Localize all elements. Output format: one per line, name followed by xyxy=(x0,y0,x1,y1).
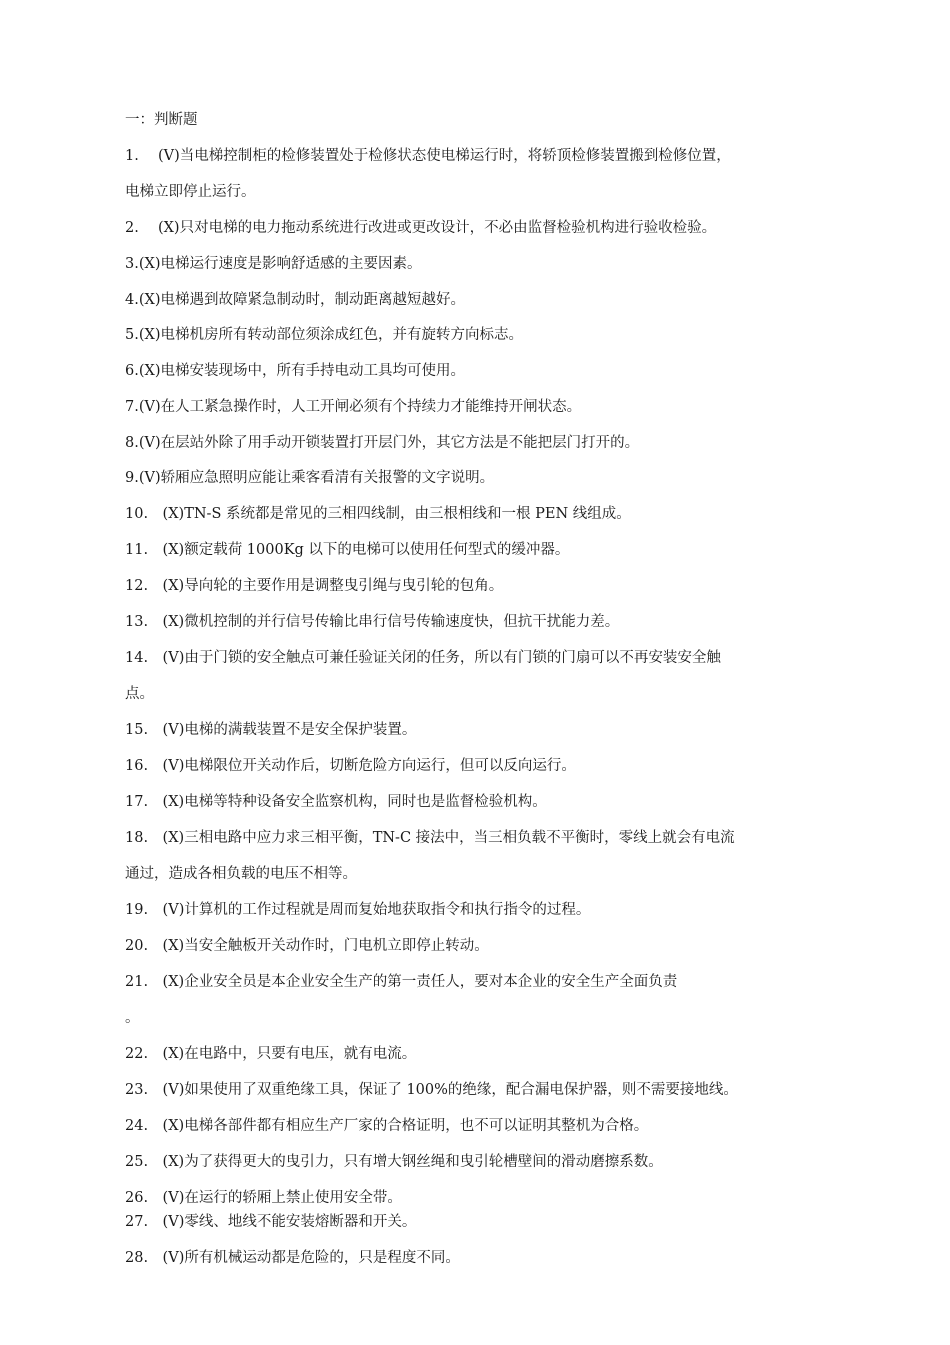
question-line: 24. (X)电梯各部件都有相应生产厂家的合格证明，也不可以证明其整机为合格。 xyxy=(125,1118,649,1134)
question-line: 10. (X)TN-S 系统都是常见的三相四线制，由三根相线和一根 PEN 线组成。 xyxy=(125,506,631,522)
question-line: 电梯立即停止运行。 xyxy=(125,184,256,200)
question-line: 。 xyxy=(125,1010,140,1026)
question-line: 6.(X)电梯安装现场中，所有手持电动工具均可使用。 xyxy=(125,363,465,379)
question-line: 22. (X)在电路中，只要有电压，就有电流。 xyxy=(125,1046,417,1062)
question-line: 23. (V)如果使用了双重绝缘工具，保证了 100%的绝缘，配合漏电保护器，则不需要接地线。 xyxy=(125,1082,738,1098)
question-line: 2. (X)只对电梯的电力拖动系统进行改进或更改设计，不必由监督检验机构进行验收检验。 xyxy=(125,220,717,236)
question-line: 7.(V)在人工紧急操作时，人工开闸必须有个持续力才能维持开闸状态。 xyxy=(125,399,582,415)
question-line: 25. (X)为了获得更大的曳引力，只有增大钢丝绳和曳引轮槽壁间的滑动磨擦系数。 xyxy=(125,1154,663,1170)
question-line: 1. (V)当电梯控制柜的检修装置处于检修状态使电梯运行时，将轿顶检修装置搬到检修位置， xyxy=(125,148,731,164)
question-line: 20. (X)当安全触板开关动作时，门电机立即停止转动。 xyxy=(125,938,489,954)
question-line: 9.(V)轿厢应急照明应能让乘客看清有关报警的文字说明。 xyxy=(125,470,495,486)
question-line: 4.(X)电梯遇到故障紧急制动时，制动距离越短越好。 xyxy=(125,292,465,308)
question-line: 19. (V)计算机的工作过程就是周而复始地获取指令和执行指令的过程。 xyxy=(125,902,591,918)
question-line: 5.(X)电梯机房所有转动部位须涂成红色，并有旋转方向标志。 xyxy=(125,327,523,343)
question-line: 21. (X)企业安全员是本企业安全生产的第一责任人，要对本企业的安全生产全面负责 xyxy=(125,974,678,990)
question-line: 11. (X)额定载荷 1000Kg 以下的电梯可以使用任何型式的缓冲器。 xyxy=(125,542,570,558)
question-line: 28. (V)所有机械运动都是危险的，只是程度不同。 xyxy=(125,1250,460,1266)
question-line: 12. (X)导向轮的主要作用是调整曳引绳与曳引轮的包角。 xyxy=(125,578,504,594)
question-line: 15. (V)电梯的满载装置不是安全保护装置。 xyxy=(125,722,417,738)
question-line: 通过，造成各相负载的电压不相等。 xyxy=(125,866,357,882)
question-line: 13. (X)微机控制的并行信号传输比串行信号传输速度快，但抗干扰能力差。 xyxy=(125,614,620,630)
question-line: 点。 xyxy=(125,686,154,702)
question-line: 16. (V)电梯限位开关动作后，切断危险方向运行，但可以反向运行。 xyxy=(125,758,576,774)
question-line: 27. (V)零线、地线不能安装熔断器和开关。 xyxy=(125,1214,417,1230)
question-line: 14. (V)由于门锁的安全触点可兼任验证关闭的任务，所以有门锁的门扇可以不再安装安全触 xyxy=(125,650,721,666)
question-line: 3.(X)电梯运行速度是影响舒适感的主要因素。 xyxy=(125,256,422,272)
question-line: 17. (X)电梯等特种设备安全监察机构，同时也是监督检验机构。 xyxy=(125,794,547,810)
question-line: 18. (X)三相电路中应力求三相平衡，TN-C 接法中，当三相负载不平衡时，零线上就会有电流 xyxy=(125,830,735,846)
question-line: 26. (V)在运行的轿厢上禁止使用安全带。 xyxy=(125,1190,402,1206)
section-heading: 一：判断题 xyxy=(125,112,198,128)
question-line: 8.(V)在层站外除了用手动开锁装置打开层门外，其它方法是不能把层门打开的。 xyxy=(125,435,640,451)
